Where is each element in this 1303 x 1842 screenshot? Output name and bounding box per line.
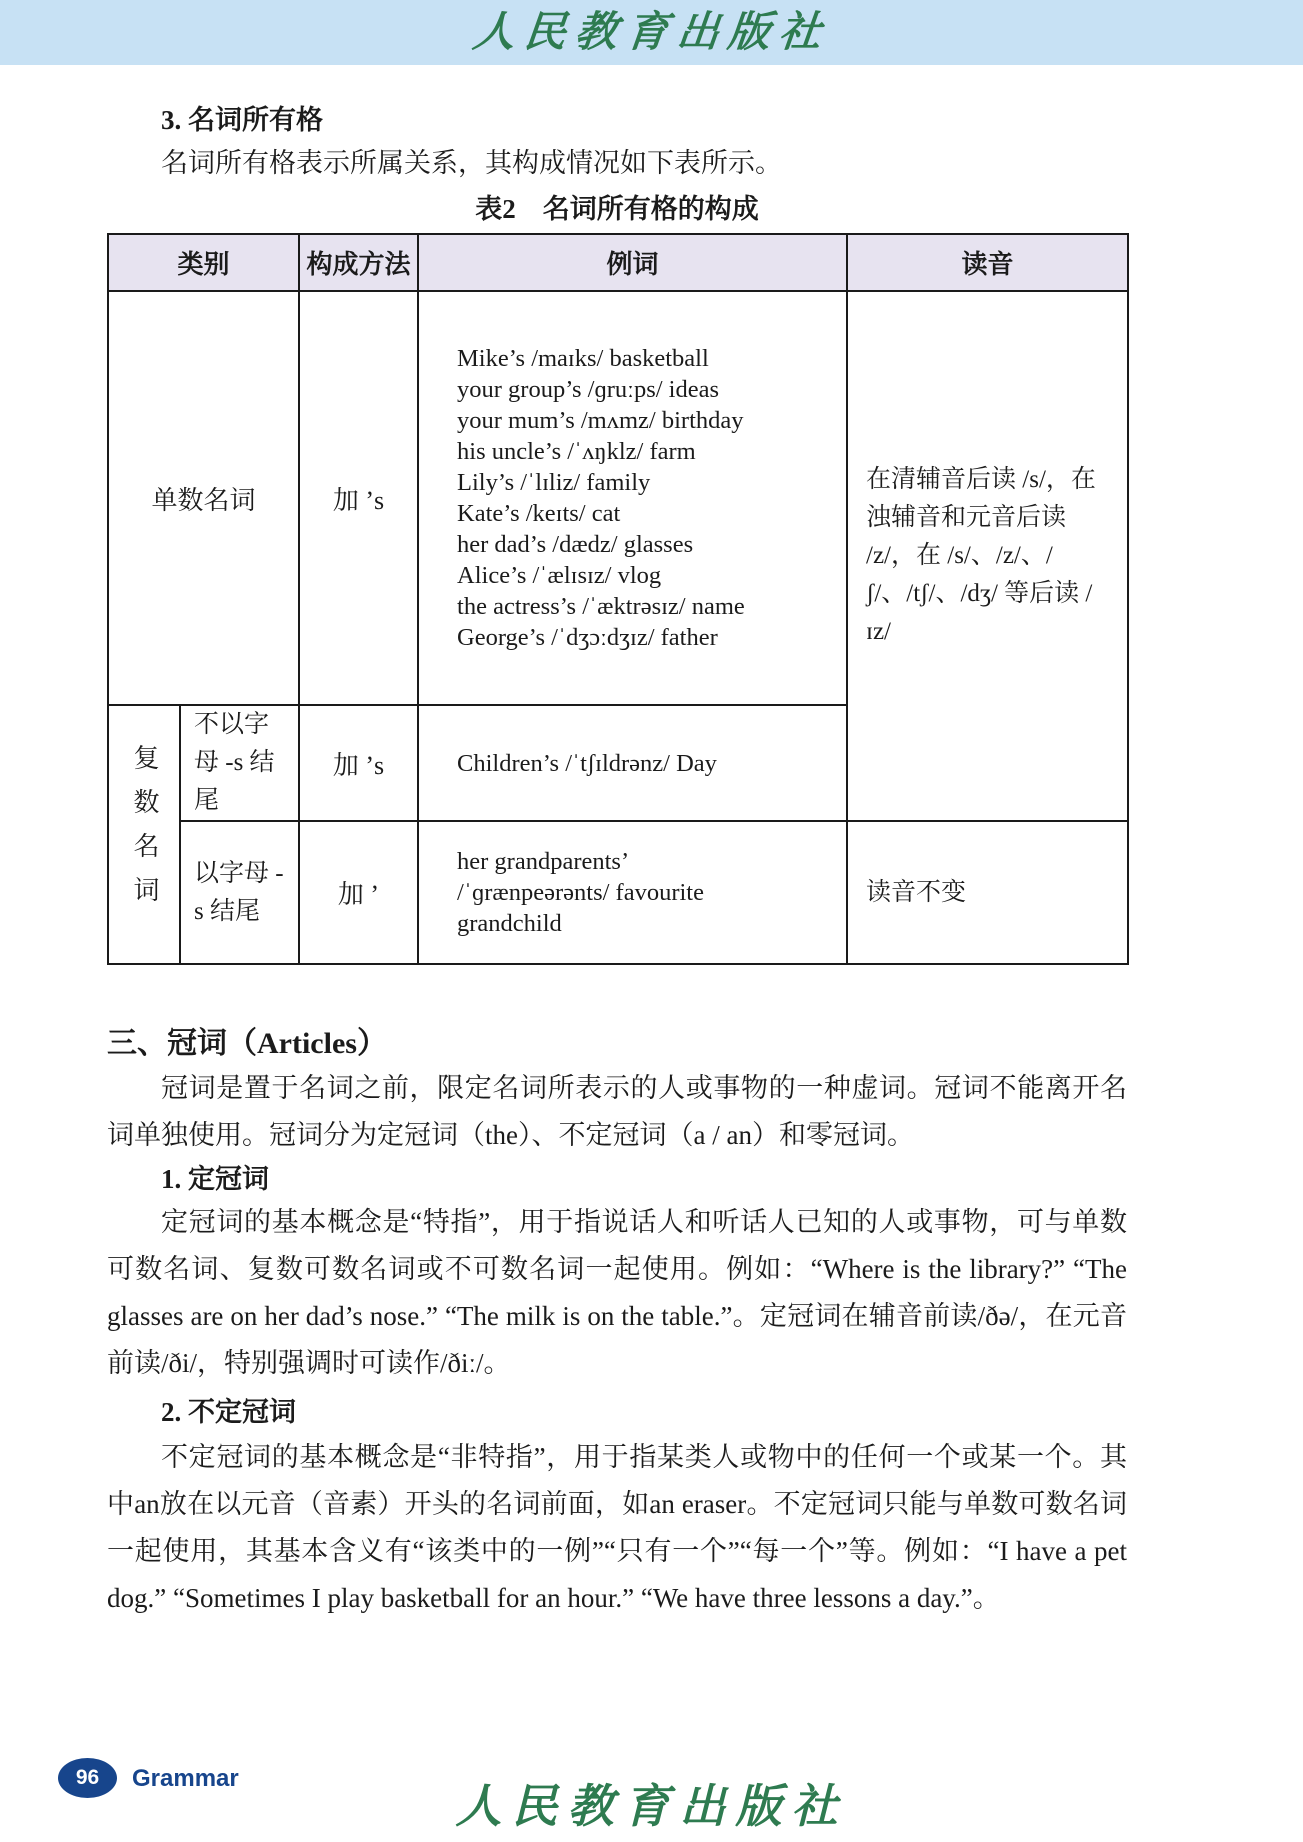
cell-ending-s-method: 加 ’ — [299, 821, 418, 964]
possessive-table — [107, 233, 1129, 965]
table-title: 表2 名词所有格的构成 — [475, 194, 759, 224]
col-header-category: 类别 — [108, 234, 299, 291]
cell-not-s-example: Children’s /ˈtʃɪldrənz/ Day — [418, 705, 847, 821]
publisher-logo-bottom: 人民教育出版社 — [455, 1781, 848, 1832]
cell-singular-examples — [418, 291, 847, 705]
cell-s-z-iz-pronunciation: 在清辅音后读 /s/，在浊辅音和元音后读 /z/，在 /s/、/z/、/ʃ/、/tʃ/、/dʒ/ 等后读 /ɪz/ — [847, 291, 1128, 821]
example-line: Kate’s /keɪts/ cat — [457, 500, 621, 527]
example-line: Mike’s /maɪks/ basketball — [457, 345, 709, 372]
cell-singular-method: 加 ’s — [299, 291, 418, 705]
example-line: her dad’s /dædz/ glasses — [457, 531, 694, 558]
cell-plural-category: 复数名词 — [108, 705, 180, 964]
indefinite-article-paragraph: 不定冠词的基本概念是“非特指”，用于指某类人或物中的任何一个或某一个。其中an放在以元音（音素）开头的名词前面，如an eraser。不定冠词只能与单数可数名词一起使用，其基本含义有“该类中的一例”“只有一个”“每一个”等。例如：“I have a pet dog.” “Sometimes I play basketball for an hour.” “We have three lessons a day.”。 — [107, 1442, 1127, 1613]
example-line: the actress’s /ˈæktrəsɪz/ name — [457, 593, 745, 620]
cell-ending-s-example — [418, 821, 847, 964]
example-line: /ˈɡrænpeərənts/ favourite — [457, 879, 704, 906]
table-row-singular — [108, 291, 1128, 705]
heading-articles: 三、冠词（Articles） — [107, 1027, 387, 1060]
example-line: Lily’s /ˈlɪliz/ family — [457, 469, 651, 496]
example-line: her grandparents’ — [457, 848, 630, 875]
heading-indefinite-article: 2. 不定冠词 — [161, 1397, 296, 1427]
cell-singular-category: 单数名词 — [108, 291, 299, 705]
example-line: your group’s /ɡruːps/ ideas — [457, 376, 720, 403]
header-band — [0, 0, 1303, 65]
col-header-pronunciation: 读音 — [847, 234, 1128, 291]
example-line: his uncle’s /ˈʌŋklz/ farm — [457, 438, 696, 465]
heading-possessive-noun: 3. 名词所有格 — [161, 105, 323, 135]
col-header-examples: 例词 — [418, 234, 847, 291]
cell-unchanged-pronunciation: 读音不变 — [847, 821, 1128, 964]
example-line: George’s /ˈdʒɔːdʒɪz/ father — [457, 624, 718, 651]
cell-not-s-method: 加 ’s — [299, 705, 418, 821]
col-header-method: 构成方法 — [299, 234, 418, 291]
definite-article-paragraph: 定冠词的基本概念是“特指”，用于指说话人和听话人已知的人或事物，可与单数可数名词、复数可数名词或不可数名词一起使用。例如：“Where is the library?” “The glasses are on her dad’s nose.” “The milk is on the table.”。定冠词在辅音前读/ðə/，在元音前读/ði/，特别强调时可读作/ðiː/。 — [107, 1207, 1127, 1378]
table-row-plural-ending-s — [108, 821, 1128, 964]
articles-intro: 冠词是置于名词之前，限定名词所表示的人或事物的一种虚词。冠词不能离开名词单独使用。冠词分为定冠词（the）、不定冠词（a / an）和零冠词。 — [107, 1073, 1127, 1150]
table-header-row — [108, 234, 1128, 291]
page-content — [107, 65, 1127, 1622]
cell-not-s-label: 不以字母 -s 结尾 — [180, 705, 299, 821]
footer-logo-container — [0, 1781, 1303, 1832]
example-line: Alice’s /ˈælɪsɪz/ vlog — [457, 562, 662, 589]
page-number: 96 — [75, 1766, 100, 1789]
possessive-intro: 名词所有格表示所属关系，其构成情况如下表所示。 — [161, 148, 782, 178]
footer-section-label: Grammar — [132, 1765, 239, 1792]
heading-definite-article: 1. 定冠词 — [161, 1164, 269, 1194]
example-line: grandchild — [457, 910, 562, 937]
example-line: your mum’s /mʌmz/ birthday — [457, 407, 744, 434]
cell-ending-s-label: 以字母 -s 结尾 — [180, 821, 299, 964]
publisher-logo-top: 人民教育出版社 — [470, 9, 833, 56]
